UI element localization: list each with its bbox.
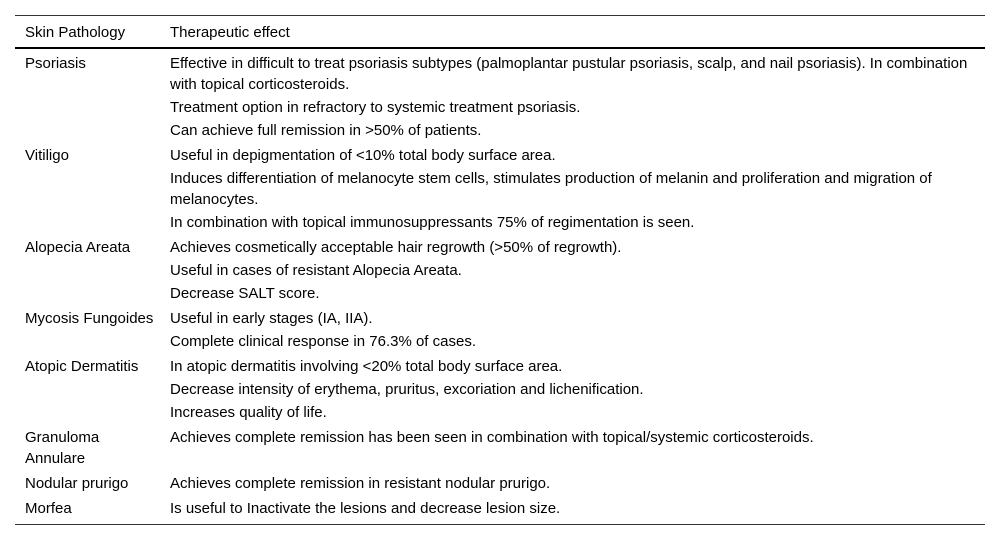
effect-line: Is useful to Inactivate the lesions and decrease lesion size. bbox=[170, 500, 561, 517]
effect-line: Achieves complete remission in resistant nodular prurigo. bbox=[170, 475, 551, 492]
pathology-label: Psoriasis bbox=[25, 55, 86, 72]
effect-line: Achieves cosmetically acceptable hair regrowth (>50% of regrowth). bbox=[170, 239, 622, 256]
effect-line: Effective in difficult to treat psoriasis subtypes (palmoplantar pustular psoriasis, scalp, and nail psoriasis). In combination with topical corticosteroids. bbox=[170, 55, 968, 93]
table-row bbox=[15, 48, 985, 141]
effect-line: In atopic dermatitis involving <20% total body surface area. bbox=[170, 358, 563, 375]
pathology-label: Atopic Dermatitis bbox=[25, 358, 139, 375]
pathology-label: Nodular prurigo bbox=[25, 475, 129, 492]
table-row bbox=[15, 423, 985, 469]
header-skin-pathology: Skin Pathology bbox=[25, 24, 126, 41]
pathology-label: Morfea bbox=[25, 500, 72, 517]
table-row bbox=[15, 352, 985, 423]
effect-line: Achieves complete remission has been seen in combination with topical/systemic corticosteroids. bbox=[170, 429, 814, 446]
table-row bbox=[15, 304, 985, 352]
effect-line: Decrease intensity of erythema, pruritus, excoriation and lichenification. bbox=[170, 381, 644, 398]
effect-line: Useful in cases of resistant Alopecia Areata. bbox=[170, 262, 462, 279]
table-row bbox=[15, 494, 985, 525]
table-row bbox=[15, 469, 985, 494]
header-therapeutic-effect: Therapeutic effect bbox=[170, 24, 290, 41]
pathology-label: Vitiligo bbox=[25, 147, 69, 164]
effect-line: In combination with topical immunosuppressants 75% of regimentation is seen. bbox=[170, 214, 695, 231]
effect-line: Treatment option in refractory to systemic treatment psoriasis. bbox=[170, 99, 581, 116]
table-row bbox=[15, 141, 985, 233]
therapy-table bbox=[15, 15, 985, 525]
table-row bbox=[15, 233, 985, 304]
table-header-row bbox=[15, 16, 985, 49]
effect-line: Useful in depigmentation of <10% total body surface area. bbox=[170, 147, 556, 164]
effect-line: Complete clinical response in 76.3% of cases. bbox=[170, 333, 476, 350]
effect-line: Increases quality of life. bbox=[170, 404, 327, 421]
effect-line: Useful in early stages (IA, IIA). bbox=[170, 310, 373, 327]
effect-line: Induces differentiation of melanocyte stem cells, stimulates production of melanin and proliferation and migration of melanocytes. bbox=[170, 170, 932, 208]
pathology-label: Alopecia Areata bbox=[25, 239, 131, 256]
effect-line: Can achieve full remission in >50% of patients. bbox=[170, 122, 482, 139]
effect-line: Decrease SALT score. bbox=[170, 285, 320, 302]
pathology-label: Mycosis Fungoides bbox=[25, 310, 154, 327]
pathology-label: Granuloma Annulare bbox=[25, 429, 100, 467]
